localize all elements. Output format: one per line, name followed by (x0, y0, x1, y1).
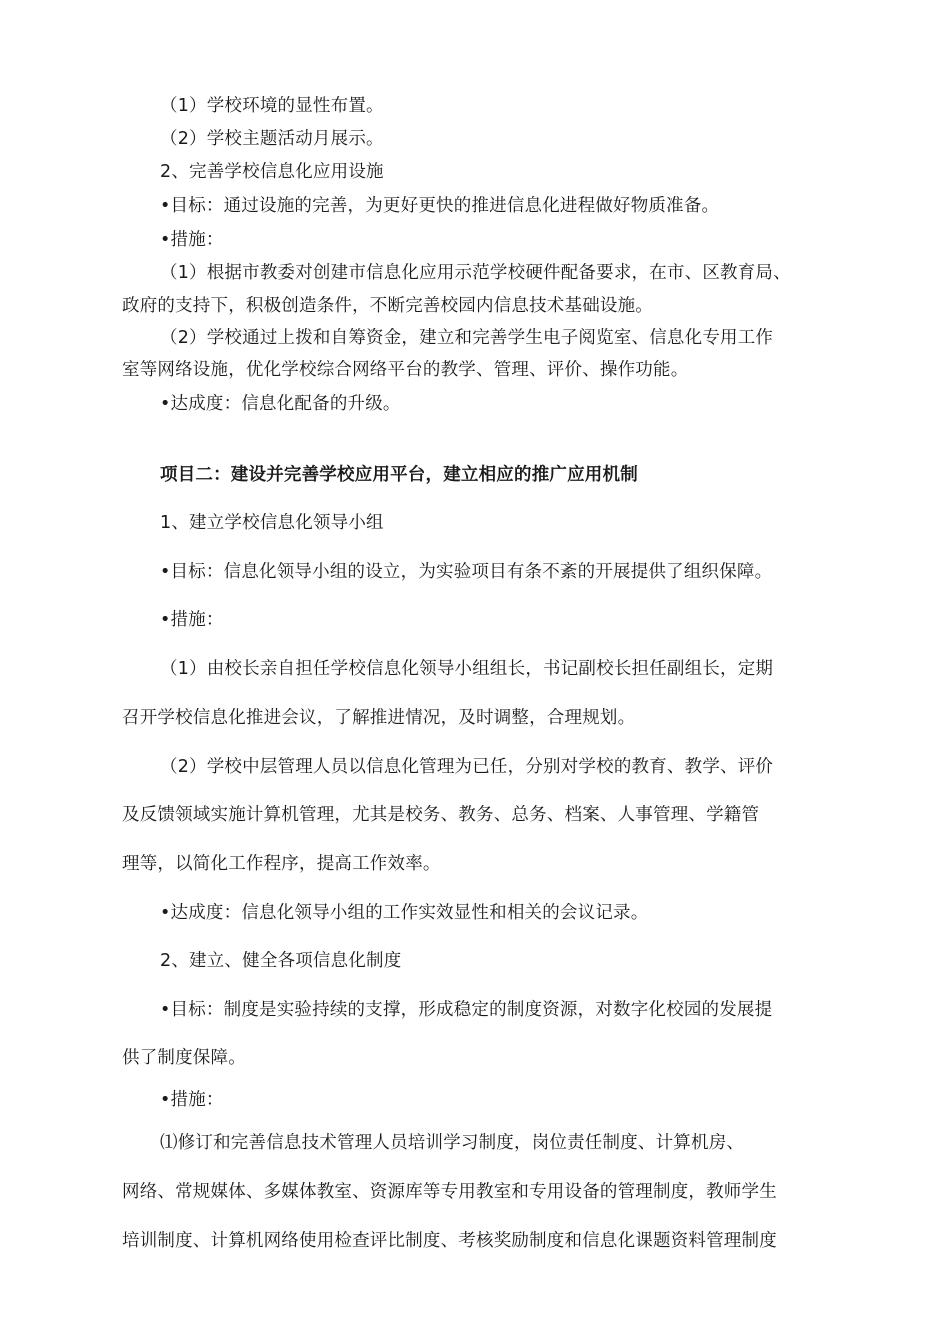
section-2-goal-line-2: 供了制度保障。 (122, 1048, 246, 1068)
measure-2-line-2: 室等网络设施，优化学校综合网络平台的教学、管理、评价、操作功能。 (122, 360, 689, 380)
section-1-measure-2-line-1: （2）学校中层管理人员以信息化管理为已任，分别对学校的教育、教学、评价 (160, 757, 774, 777)
item-title-facilities: 2、完善学校信息化应用设施 (160, 162, 384, 182)
section-2-measure-1-line-2: 网络、常规媒体、多媒体教室、资源库等专用教室和专用设备的管理制度，教师学生 (122, 1182, 777, 1202)
measures-label-facilities: •措施： (160, 230, 224, 250)
paragraph-env-layout: （1）学校环境的显性布置。 (160, 96, 384, 116)
section-2-measure-1-line-1: ⑴修订和完善信息技术管理人员培训学习制度，岗位责任制度、计算机房、 (160, 1133, 745, 1153)
measure-1-line-2: 政府的支持下，积极创造条件，不断完善校园内信息技术基础设施。 (122, 296, 653, 316)
measure-2-line-1: （2）学校通过上拨和自筹资金，建立和完善学生电子阅览室、信息化专用工作 (160, 328, 774, 348)
section-2-measure-1-line-3: 培训制度、计算机网络使用检查评比制度、考核奖励制度和信息化课题资料管理制度 (122, 1231, 777, 1251)
section-1-title: 1、建立学校信息化领导小组 (160, 513, 384, 533)
section-1-measures-label: •措施： (160, 610, 224, 630)
section-1-goal: •目标：信息化领导小组的设立，为实验项目有条不紊的开展提供了组织保障。 (160, 562, 773, 582)
measure-1-line-1: （1）根据市教委对创建市信息化应用示范学校硬件配备要求，在市、区教育局、 (160, 263, 791, 283)
project-2-heading: 项目二：建设并完善学校应用平台，建立相应的推广应用机制 (160, 465, 638, 485)
section-1-measure-2-line-2: 及反馈领域实施计算机管理，尤其是校务、教务、总务、档案、人事管理、学籍管 (122, 805, 760, 825)
section-1-measure-2-line-3: 理等，以简化工作程序，提高工作效率。 (122, 854, 441, 874)
section-2-title: 2、建立、健全各项信息化制度 (160, 951, 402, 971)
section-2-measures-label: •措施： (160, 1090, 224, 1110)
goal-facilities: •目标：通过设施的完善，为更好更快的推进信息化进程做好物质准备。 (160, 196, 720, 216)
section-1-achievement: •达成度：信息化领导小组的工作实效显性和相关的会议记录。 (160, 903, 649, 923)
section-1-measure-1-line-1: （1）由校长亲自担任学校信息化领导小组组长，书记副校长担任副组长，定期 (160, 659, 774, 679)
section-1-measure-1-line-2: 召开学校信息化推进会议，了解推进情况，及时调整，合理规划。 (122, 708, 636, 728)
paragraph-theme-month: （2）学校主题活动月展示。 (160, 129, 384, 149)
achievement-facilities: •达成度：信息化配备的升级。 (160, 394, 401, 414)
section-2-goal-line-1: •目标：制度是实验持续的支撑，形成稳定的制度资源，对数字化校园的发展提 (160, 1000, 773, 1020)
